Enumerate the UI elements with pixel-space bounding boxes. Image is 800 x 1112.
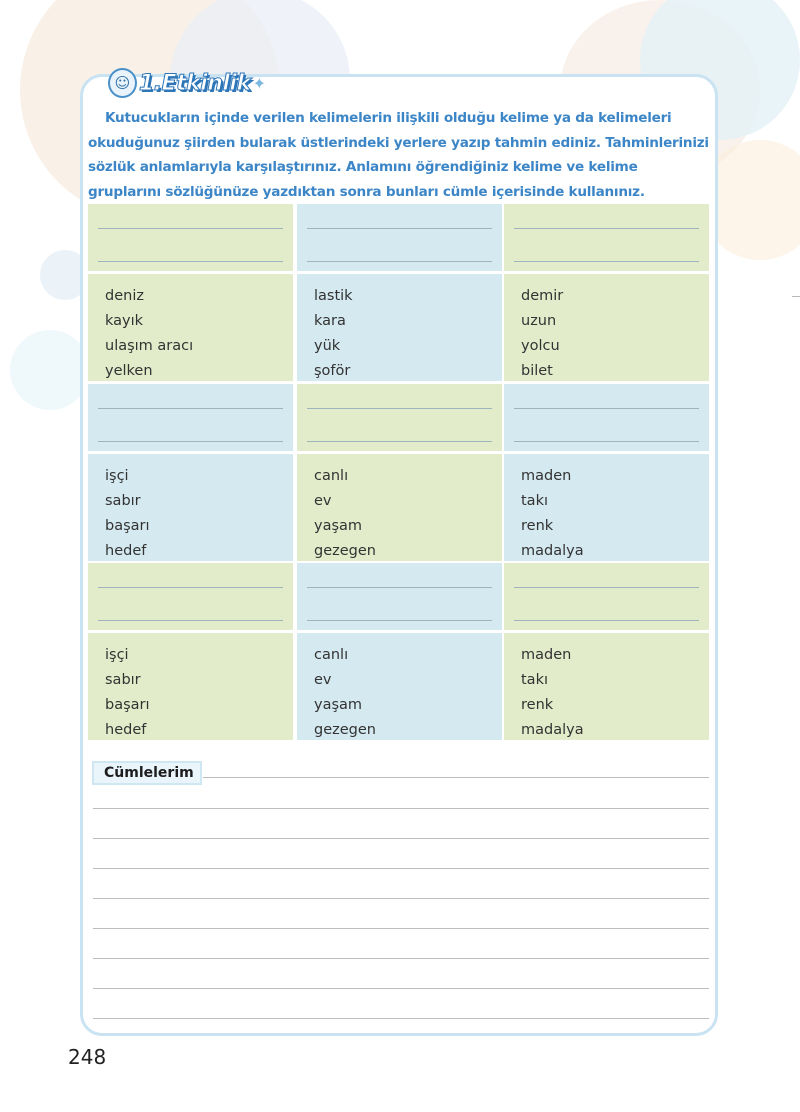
margin-mark xyxy=(792,296,800,297)
word-item: hedef xyxy=(105,722,147,738)
word-item: kara xyxy=(314,313,346,329)
word-item: sabır xyxy=(105,672,141,688)
instructions-text: Kutucukların içinde verilen kelimelerin ilişkili olduğu kelime ya da kelimeleri okuduğunuz şiirden bularak üstlerindeki yerlere yazıp tahmin ediniz. Tahminlerinizi sözlük anlamlarıyla karşılaştırınız. Anlamını öğrendiğiniz kelime ve kelime gruplarını sözlüğünüze yazdıktan sonra bunları cümle içerisinde kullanınız. xyxy=(88,110,709,200)
word-list-box xyxy=(297,454,502,561)
answer-line xyxy=(98,620,283,621)
word-item: maden xyxy=(521,468,572,484)
sentence-line[interactable] xyxy=(93,988,709,989)
word-list-box xyxy=(88,274,293,381)
answer-line xyxy=(514,261,699,262)
answer-box[interactable] xyxy=(504,204,709,271)
word-item: şoför xyxy=(314,363,351,379)
answer-box[interactable] xyxy=(297,204,502,271)
answer-box[interactable] xyxy=(88,204,293,271)
sentence-line[interactable] xyxy=(93,1018,709,1019)
activity-title: 1.Etkinlik xyxy=(138,70,251,96)
word-item: maden xyxy=(521,647,572,663)
sentences-label: Cümlelerim xyxy=(92,761,202,785)
answer-line xyxy=(98,228,283,229)
answer-box[interactable] xyxy=(88,563,293,630)
sentence-line[interactable] xyxy=(93,808,709,809)
word-item: canlı xyxy=(314,647,349,663)
answer-box[interactable] xyxy=(88,384,293,451)
word-item: renk xyxy=(521,518,554,534)
answer-line xyxy=(98,441,283,442)
answer-line xyxy=(514,408,699,409)
word-item: deniz xyxy=(105,288,144,304)
word-item: işçi xyxy=(105,647,129,663)
word-item: bilet xyxy=(521,363,553,379)
word-item: madalya xyxy=(521,722,584,738)
word-list-box xyxy=(504,633,709,740)
word-item: ulaşım aracı xyxy=(105,338,194,354)
answer-line xyxy=(307,620,492,621)
word-list-box xyxy=(297,633,502,740)
word-item: gezegen xyxy=(314,722,376,738)
word-item: başarı xyxy=(105,697,150,713)
answer-box[interactable] xyxy=(297,563,502,630)
sentence-line[interactable] xyxy=(93,928,709,929)
word-item: madalya xyxy=(521,543,584,559)
word-item: canlı xyxy=(314,468,349,484)
word-item: yelken xyxy=(105,363,153,379)
word-item: yük xyxy=(314,338,341,354)
answer-line xyxy=(514,228,699,229)
sentence-line[interactable] xyxy=(93,958,709,959)
page-number: 248 xyxy=(68,1045,107,1069)
sentence-line[interactable] xyxy=(93,838,709,839)
word-item: yaşam xyxy=(314,697,363,713)
background-circle xyxy=(10,330,90,410)
word-item: renk xyxy=(521,697,554,713)
word-item: takı xyxy=(521,493,548,509)
word-item: takı xyxy=(521,672,548,688)
word-list-box xyxy=(297,274,502,381)
activity-badge xyxy=(108,64,266,102)
word-list-box xyxy=(88,454,293,561)
word-item: sabır xyxy=(105,493,141,509)
answer-line xyxy=(307,441,492,442)
answer-line xyxy=(514,620,699,621)
answer-line xyxy=(98,587,283,588)
answer-box[interactable] xyxy=(504,563,709,630)
sentence-line[interactable] xyxy=(203,777,709,778)
word-item: demir xyxy=(521,288,564,304)
word-item: yaşam xyxy=(314,518,363,534)
word-list-box xyxy=(504,454,709,561)
word-item: uzun xyxy=(521,313,557,329)
word-item: başarı xyxy=(105,518,150,534)
answer-line xyxy=(98,261,283,262)
sentence-line[interactable] xyxy=(93,868,709,869)
answer-line xyxy=(307,228,492,229)
answer-line xyxy=(98,408,283,409)
word-list-box xyxy=(504,274,709,381)
word-item: lastik xyxy=(314,288,353,304)
word-item: ev xyxy=(314,493,332,509)
mascot-icon: ☺ xyxy=(108,68,137,98)
answer-box[interactable] xyxy=(504,384,709,451)
word-list-box xyxy=(88,633,293,740)
star-icon: ✦ xyxy=(252,73,266,93)
answer-line xyxy=(307,408,492,409)
answer-line xyxy=(514,587,699,588)
answer-box[interactable] xyxy=(297,384,502,451)
word-item: işçi xyxy=(105,468,129,484)
sentence-line[interactable] xyxy=(93,898,709,899)
answer-line xyxy=(307,261,492,262)
word-item: yolcu xyxy=(521,338,560,354)
word-item: ev xyxy=(314,672,332,688)
word-item: gezegen xyxy=(314,543,376,559)
word-item: kayık xyxy=(105,313,144,329)
word-item: hedef xyxy=(105,543,147,559)
answer-line xyxy=(307,587,492,588)
answer-line xyxy=(514,441,699,442)
